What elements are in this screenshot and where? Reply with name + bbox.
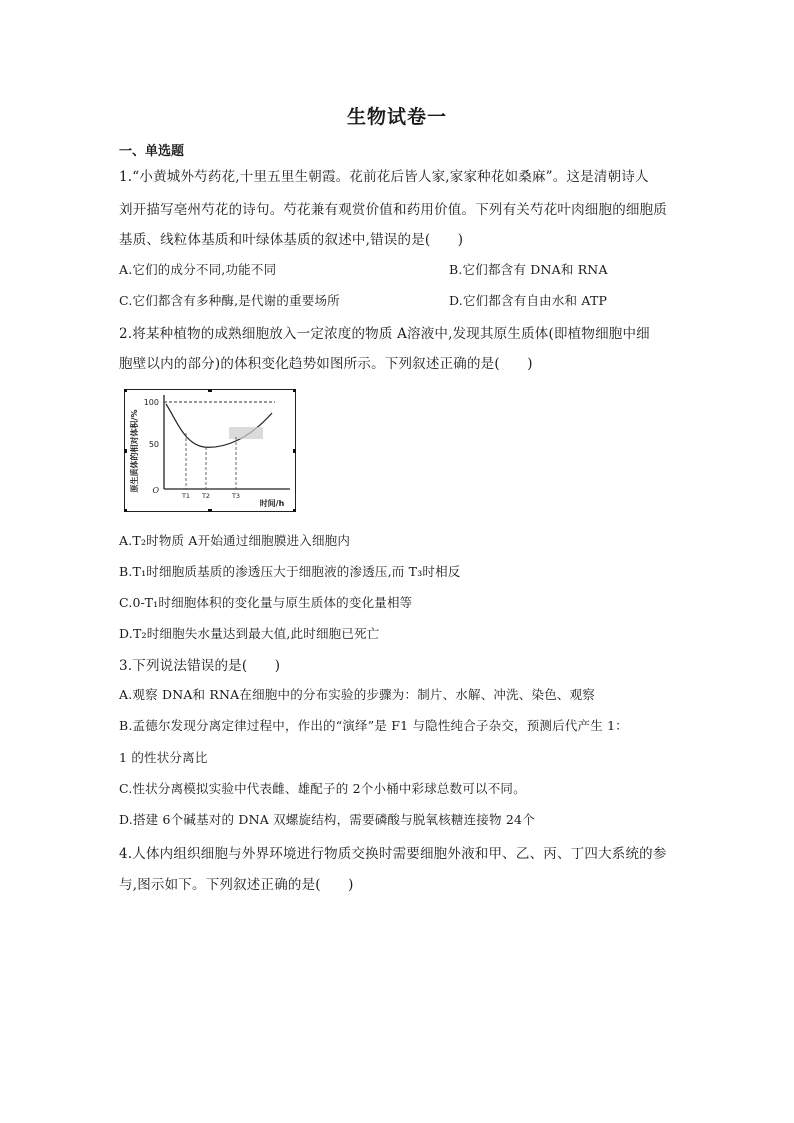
page-title: 生物试卷一: [346, 106, 447, 128]
q3-option-c: C.性状分离模拟实验中代表雌、雄配子的 2个小桶中彩球总数可以不同。: [119, 781, 526, 796]
q1-option-b: B.它们都含有 DNA和 RNA: [449, 262, 608, 277]
q2-option-d: D.T₂时细胞失水量达到最大值,此时细胞已死亡: [119, 626, 380, 641]
q1-option-d: D.它们都含有自由水和 ATP: [449, 293, 608, 308]
q1-stem-line-2: 刘开描写亳州芍花的诗句。芍花兼有观赏价值和药用价值。下列有关芍花叶肉细胞的细胞质: [119, 202, 667, 218]
q2-option-b: B.T₁时细胞质基质的渗透压大于细胞液的渗透压,而 T₃时相反: [119, 564, 461, 579]
q2-option-a: A.T₂时物质 A开始通过细胞膜进入细胞内: [119, 533, 351, 548]
x-tick-t2: T2: [201, 492, 211, 500]
q3-option-b-line-2: 1 的性状分离比: [119, 750, 208, 765]
q2-stem-line-2: 胞壁以内的部分)的体积变化趋势如图所示。下列叙述正确的是( ): [119, 356, 533, 372]
q3-stem: 3.下列说法错误的是( ): [119, 658, 281, 674]
q1-stem-line-1: 1.“小黄城外芍药花,十里五里生朝霞。花前花后皆人家,家家种花如桑麻”。这是清朝诗人: [119, 169, 649, 185]
x-axis-label: 时间/h: [259, 499, 285, 508]
q4-stem-line-1: 4.人体内组织细胞与外界环境进行物质交换时需要细胞外液和甲、乙、丙、丁四大系统的参: [119, 846, 667, 862]
q3-option-a: A.观察 DNA和 RNA在细胞中的分布实验的步骤为：制片、水解、冲洗、染色、观察: [119, 687, 596, 702]
y-tick-50: 50: [148, 440, 159, 449]
q3-option-d: D.搭建 6个碱基对的 DNA 双螺旋结构，需要磷酸与脱氧核糖连接物 24个: [119, 812, 535, 827]
q2-option-c: C.0-T₁时细胞体积的变化量与原生质体的变化量相等: [119, 595, 413, 610]
q1-option-c: C.它们都含有多种酶,是代谢的重要场所: [119, 293, 340, 308]
x-tick-t1: T1: [181, 492, 191, 500]
q4-stem-line-2: 与,图示如下。下列叙述正确的是( ): [119, 877, 354, 893]
y-origin-label: O: [152, 486, 159, 495]
x-tick-t3: T3: [231, 492, 241, 500]
q3-option-b-line-1: B.孟德尔发现分离定律过程中，作出的“演绎”是 F1 与隐性纯合子杂交，预测后代产生 1：: [119, 718, 628, 733]
q1-option-a: A.它们的成分不同,功能不同: [119, 262, 277, 277]
y-tick-100: 100: [143, 398, 159, 407]
obscured-patch: [229, 427, 263, 439]
section-heading: 一、单选题: [119, 144, 185, 159]
q1-stem-line-3: 基质、线粒体基质和叶绿体基质的叙述中,错误的是( ): [119, 232, 464, 248]
y-axis-label: 原生质体的相对体积/%: [130, 409, 139, 493]
q2-stem-line-1: 2.将某种植物的成熟细胞放入一定浓度的物质 A溶液中,发现其原生质体(即植物细胞中细: [119, 326, 650, 342]
protoplast-volume-figure: [124, 389, 296, 512]
